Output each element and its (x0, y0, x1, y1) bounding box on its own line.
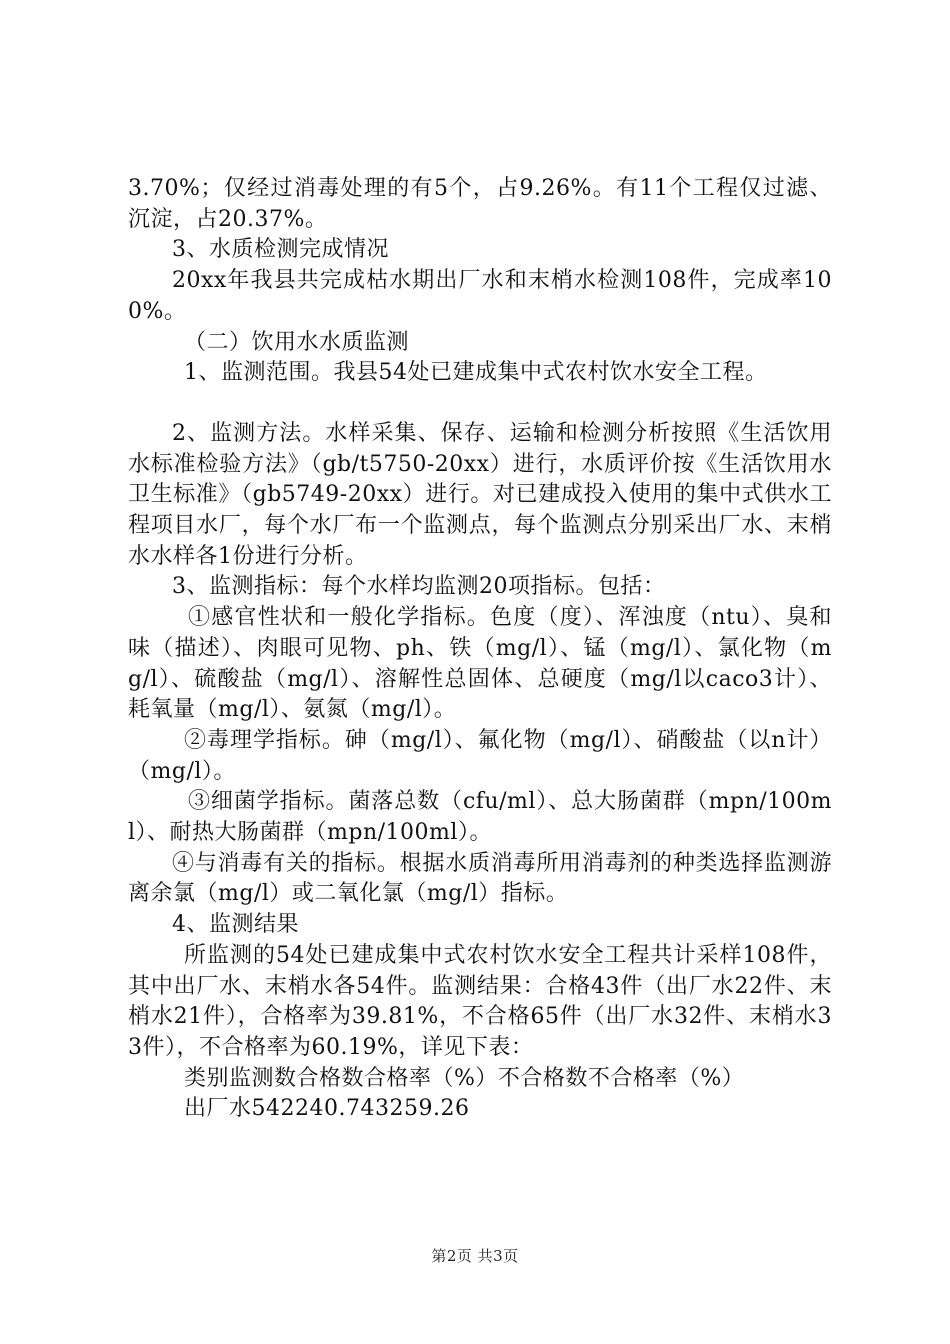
paragraph-monitoring-scope: 1、监测范围。我县54处已建成集中式农村饮水安全工程。 (184, 360, 768, 386)
paragraph-indicator-bacteria: ③细菌学指标。菌落总数（cfu/ml）、总大肠菌群（mpn/100ml）、耐热大肠菌群（mpn/100ml）。 (128, 789, 832, 846)
heading-monitoring-results: 4、监测结果 (172, 912, 299, 938)
paragraph-indicator-toxicology: ②毒理学指标。砷（mg/l）、氟化物（mg/l）、硝酸盐（以n计）（mg/l）。 (128, 727, 832, 784)
page-footer: 第2页 共3页 (431, 1247, 519, 1265)
paragraph-testing-completion: 20xx年我县共完成枯水期出厂水和末梢水检测108件，完成率100%。 (128, 268, 832, 324)
paragraph-monitoring-results: 所监测的54处已建成集中式农村饮水安全工程共计采样108件，其中出厂水、末梢水各54件。监测结果：合格43件（出厂水22件、末梢水21件），合格率为39.81%，不合格65件（出厂水32件、末梢水33件），不合格率为60.19%，详见下表： (128, 942, 832, 1060)
table-header-line: 类别监测数合格数合格率（%）不合格数不合格率（%） (184, 1065, 745, 1091)
paragraph-monitoring-method: 2、监测方法。水样采集、保存、运输和检测分析按照《生活饮用水标准检验方法》（gb/t5750-20xx）进行，水质评价按《生活饮用水卫生标准》（gb5749-20xx）进行。对已建成投入使用的集中式供水工程项目水厂，每个水厂布一个监测点，每个监测点分别采出厂水、末梢水水样各1份进行分析。 (128, 420, 832, 569)
table-row-line: 出厂水542240.743259.26 (184, 1096, 470, 1122)
document-body (128, 174, 832, 1125)
paragraph-indicator-disinfection: ④与消毒有关的指标。根据水质消毒所用消毒剂的种类选择监测游离余氯（mg/l）或二氧化氯（mg/l）指标。 (128, 850, 832, 907)
blank-line (128, 389, 832, 419)
paragraph-monitoring-indicators: 3、监测指标：每个水样均监测20项指标。包括： (172, 574, 666, 600)
heading-section-two: （二）饮用水水质监测 (184, 329, 410, 355)
paragraph-continuation: 3.70%；仅经过消毒处理的有5个，占9.26%。有11个工程仅过滤、沉淀，占20.37%。 (128, 176, 832, 232)
heading-water-testing: 3、水质检测完成情况 (172, 237, 389, 263)
paragraph-indicator-sensory: ①感官性状和一般化学指标。色度（度）、浑浊度（ntu）、臭和味（描述）、肉眼可见物、ph、铁（mg/l）、锰（mg/l）、氯化物（mg/l）、硫酸盐（mg/l）、溶解性总固体、总硬度（mg/l以caco3计）、耗氧量（mg/l）、氨氮（mg/l）。 (128, 605, 832, 723)
